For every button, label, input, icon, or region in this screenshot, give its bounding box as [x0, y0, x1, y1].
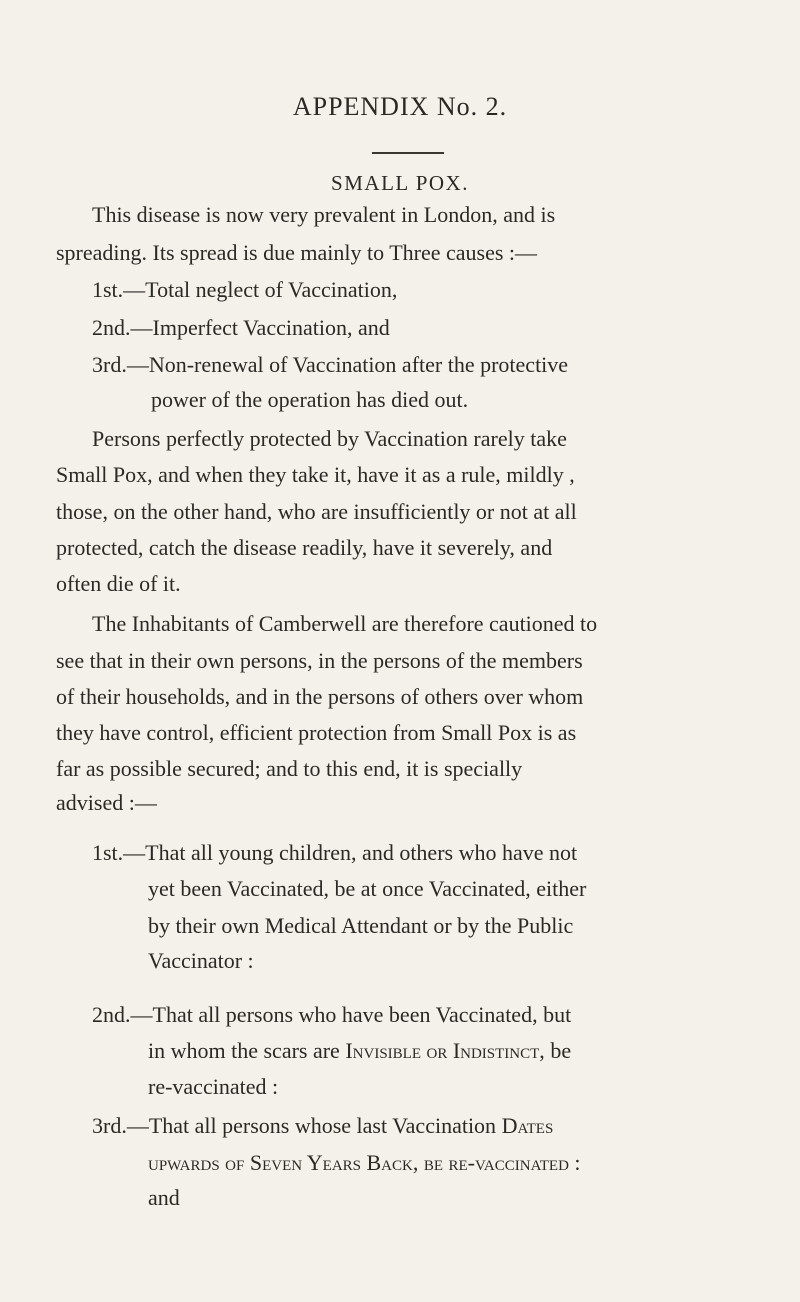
para3-line-5: far as possible secured; and to this end, it is specially — [56, 756, 523, 781]
advice-3-line-2-end: : — [568, 1150, 581, 1175]
para3-line-3: of their households, and in the persons of others over whom — [56, 684, 584, 709]
page-heading: APPENDIX No. 2. — [292, 92, 508, 121]
para2-line-1: Persons perfectly protected by Vaccination rarely take — [92, 426, 567, 451]
para3-line-6: advised :— — [56, 790, 157, 815]
para2-line-2: Small Pox, and when they take it, have it as a rule, mildly , — [56, 462, 575, 487]
para2-line-5: often die of it. — [56, 571, 181, 596]
para3-line-4: they have control, efficient protection from Small Pox is as — [56, 720, 577, 745]
intro-line-2: spreading. Its spread is due mainly to Three causes :— — [56, 240, 538, 265]
cause-3-line-2: power of the operation has died out. — [151, 387, 469, 412]
heading-divider — [372, 152, 444, 154]
cause-1: 1st.—Total neglect of Vaccination, — [92, 277, 398, 302]
advice-3-emphasis-2: upwards of Seven Years Back, be re-vaccinated — [148, 1150, 569, 1175]
advice-3-line-1-start: 3rd.—That all persons whose last Vaccination — [92, 1113, 502, 1138]
advice-1-line-1: 1st.—That all young children, and others who have not — [92, 840, 578, 865]
para3-line-1: The Inhabitants of Camberwell are therefore cautioned to — [92, 611, 598, 636]
advice-1-line-2: yet been Vaccinated, be at once Vaccinated, either — [148, 876, 587, 901]
advice-2-line-2-end: be — [544, 1038, 572, 1063]
advice-3-line-3: and — [148, 1185, 180, 1210]
advice-2-line-2-start: in whom the scars are — [148, 1038, 346, 1063]
advice-1-line-3: by their own Medical Attendant or by the Public — [148, 913, 574, 938]
para2-line-4: protected, catch the disease readily, have it severely, and — [56, 535, 553, 560]
advice-3-line-2 — [148, 1150, 581, 1176]
para3-line-2: see that in their own persons, in the persons of the members — [56, 648, 583, 673]
intro-line-1: This disease is now very prevalent in London, and is — [92, 202, 556, 227]
section-title: SMALL POX. — [331, 171, 469, 195]
cause-3-line-1: 3rd.—Non-renewal of Vaccination after the protective — [92, 352, 569, 377]
advice-2-line-3: re-vaccinated : — [148, 1074, 279, 1099]
advice-2-emphasis: Invisible or Indistinct, — [345, 1038, 545, 1063]
advice-1-line-4: Vaccinator : — [148, 948, 254, 973]
advice-2-line-1: 2nd.—That all persons who have been Vaccinated, but — [92, 1002, 572, 1027]
advice-3-emphasis-1: Dates — [501, 1113, 554, 1138]
advice-2-line-2 — [148, 1038, 571, 1064]
cause-2: 2nd.—Imperfect Vaccination, and — [92, 315, 390, 340]
advice-3-line-1 — [92, 1113, 553, 1139]
para2-line-3: those, on the other hand, who are insufficiently or not at all — [56, 499, 577, 524]
